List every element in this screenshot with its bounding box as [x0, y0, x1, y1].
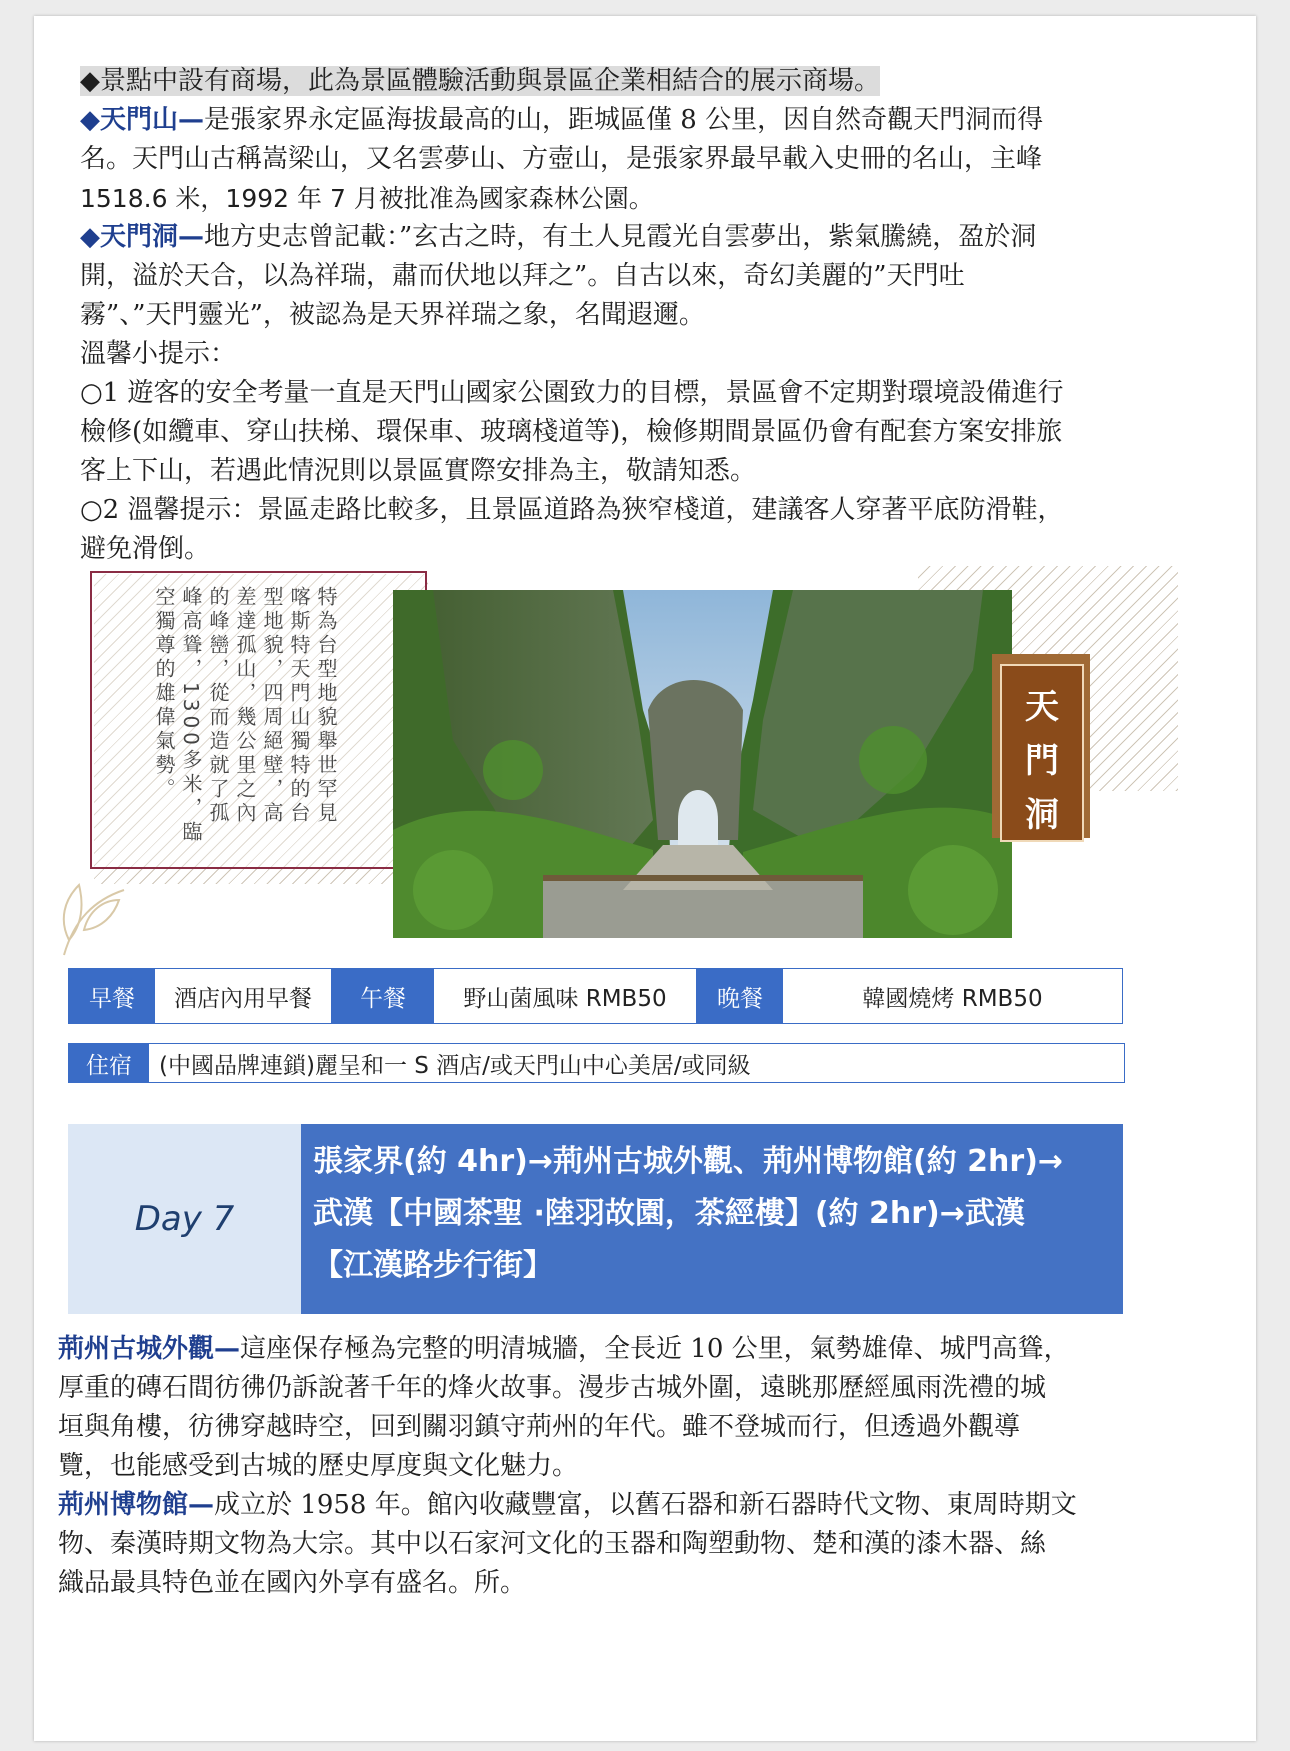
tianmen-dong-title: ◆天門洞— [80, 222, 204, 252]
museum-title: 荊州博物館— [58, 1490, 215, 1520]
tip-1-line-1: ○1 遊客的安全考量一直是天門山國家公園致力的目標，景區會不定期對環境設備進行 [80, 378, 1064, 408]
lunch-label: 午餐 [332, 969, 434, 1023]
title-char-2: 門 [1025, 741, 1059, 781]
title-char-3: 洞 [1025, 795, 1059, 835]
route-line-2: 武漢【中國茶聖 ·陸羽故園，茶經樓】(約 2hr)→武漢 [313, 1196, 1025, 1231]
tianmen-cave-photo [393, 590, 1012, 938]
tips-heading: 溫馨小提示： [80, 339, 237, 369]
route-line-3: 【江漢路步行街】 [313, 1248, 553, 1283]
lodging-row [68, 1043, 1125, 1083]
leaf-ornament-icon [54, 860, 134, 960]
title-char-1: 天 [1025, 687, 1059, 727]
tianmen-dong-line-3: 霧”、”天門靈光”，被認為是天界祥瑞之象，名聞遐邇。 [80, 300, 705, 330]
mountain-illustration [393, 590, 1012, 938]
mall-note: ◆景點中設有商場，此為景區體驗活動與景區企業相結合的展示商場。 [80, 66, 880, 96]
tip-1-line-2: 檢修(如纜車、穿山扶梯、環保車、玻璃棧道等)，檢修期間景區仍會有配套方案安排旅 [80, 417, 1063, 447]
breakfast-value: 酒店內用早餐 [155, 969, 332, 1023]
tianmen-shan-line-3: 1518.6 米，1992 年 7 月被批准為國家森林公園。 [80, 184, 654, 213]
museum-line-2: 物、秦漢時期文物為大宗。其中以石家河文化的玉器和陶塑動物、楚和漢的漆木器、絲 [58, 1529, 1047, 1559]
dinner-label: 晚餐 [697, 969, 783, 1023]
jingzhou-section [58, 1330, 1208, 1603]
route-line-1: 張家界(約 4hr)→荊州古城外觀、荊州博物館(約 2hr)→ [313, 1144, 1064, 1179]
day-label: Day 7 [134, 1199, 235, 1239]
city-wall-line-3: 垣與角樓，彷彿穿越時空，回到關羽鎮守荊州的年代。雖不登城而行，但透過外觀導 [58, 1412, 1021, 1442]
museum-paragraph: 荊州博物館—成立於 1958 年。館內收藏豐富，以舊石器和新石器時代文物、東周時期文 [58, 1490, 1077, 1520]
tianmen-dong-line-2: 開，溢於天合，以為祥瑞，肅而伏地以拜之”。自古以來，奇幻美麗的”天門吐 [80, 261, 965, 291]
tianmen-shan-line-2: 名。天門山古稱嵩梁山，又名雲夢山、方壺山，是張家界最早載入史冊的名山，主峰 [80, 144, 1043, 174]
breakfast-label: 早餐 [69, 969, 155, 1023]
tip-2-line-1: ○2 溫馨提示：景區走路比較多，且景區道路為狹窄棧道，建議客人穿著平底防滑鞋， [80, 495, 1064, 525]
city-wall-line-4: 覽，也能感受到古城的歷史厚度與文化魅力。 [58, 1451, 579, 1481]
tianmen-shan-paragraph: ◆天門山—是張家界永定區海拔最高的山，距城區僅 8 公里，因自然奇觀天門洞而得 [80, 105, 1044, 135]
lunch-value: 野山菌風味 RMB50 [434, 969, 697, 1023]
vertical-description: 特為台型地貌舉世罕見喀斯特天門山獨特的台型地貌，四周絕壁，高差達孤山，幾公里之內的峰巒，從而造就了孤峰高聳，1300多米，臨空獨尊的雄偉氣勢。 [152, 586, 338, 845]
tip-2-line-2: 避免滑倒。 [80, 534, 211, 564]
tianmen-dong-paragraph: ◆天門洞—地方史志曾記載：”玄古之時，有土人見霞光自雲夢出，紫氣騰繞，盈於洞 [80, 222, 1037, 252]
museum-line-3: 織品最具特色並在國內外享有盛名。所。 [58, 1568, 527, 1598]
dinner-value: 韓國燒烤 RMB50 [862, 985, 1043, 1012]
tianmen-dong-title-box [1000, 680, 1084, 842]
city-wall-paragraph: 荊州古城外觀—這座保存極為完整的明清城牆，全長近 10 公里，氣勢雄偉、城門高聳， [58, 1334, 1070, 1364]
city-wall-title: 荊州古城外觀— [58, 1334, 241, 1364]
lodging-label: 住宿 [69, 1044, 149, 1082]
tip-1-line-3: 客上下山，若遇此情況則以景區實際安排為主，敬請知悉。 [80, 456, 757, 486]
lodging-value: (中國品牌連鎖)麗呈和一 S 酒店/或天門山中心美居/或同級 [159, 1052, 751, 1079]
city-wall-line-2: 厚重的磚石間彷彿仍訴說著千年的烽火故事。漫步古城外圍，遠眺那歷經風雨洗禮的城 [58, 1373, 1047, 1403]
tianmen-shan-title: ◆天門山— [80, 105, 204, 135]
meals-table [68, 968, 1123, 1024]
intro-section [80, 62, 1210, 569]
day-route-panel [301, 1124, 1123, 1314]
